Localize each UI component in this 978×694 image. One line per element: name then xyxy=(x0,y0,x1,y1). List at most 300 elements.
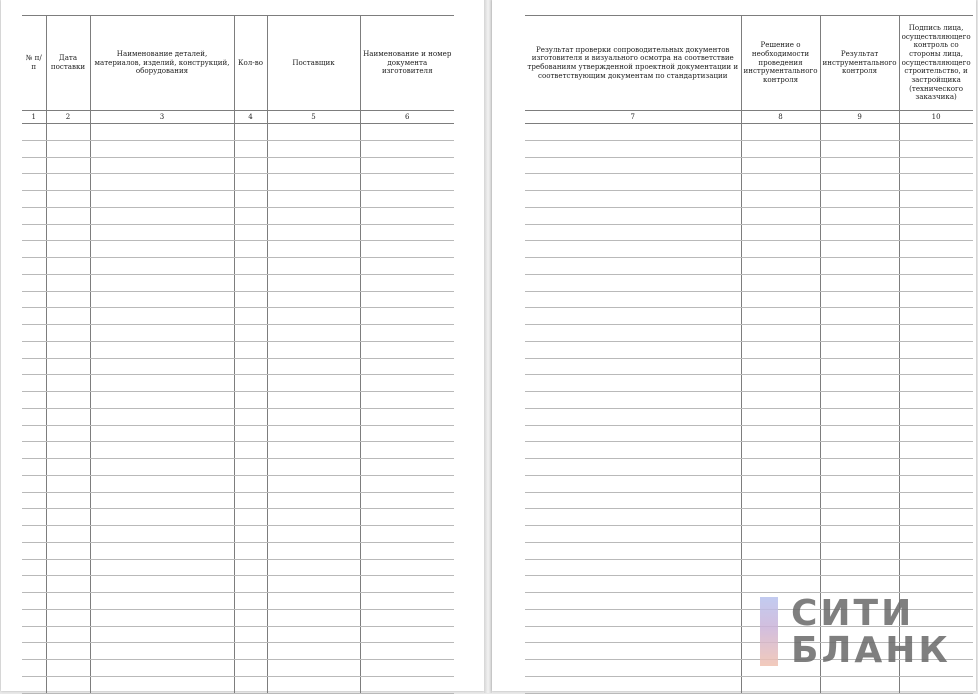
table-cell xyxy=(234,559,267,576)
table-cell xyxy=(90,526,234,543)
table-cell xyxy=(22,475,46,492)
table-row xyxy=(525,258,973,275)
table-row xyxy=(525,492,973,509)
col-header-supplier: Поставщик xyxy=(267,16,360,111)
table-cell xyxy=(525,325,741,342)
table-cell xyxy=(360,224,454,241)
table-cell xyxy=(90,559,234,576)
table-cell xyxy=(899,542,973,559)
table-cell xyxy=(741,576,820,593)
table-row xyxy=(22,191,454,208)
table-cell xyxy=(360,325,454,342)
table-cell xyxy=(741,224,820,241)
table-cell xyxy=(22,274,46,291)
table-row xyxy=(22,626,454,643)
table-cell xyxy=(741,475,820,492)
table-cell xyxy=(22,124,46,141)
table-row xyxy=(525,676,973,693)
table-cell xyxy=(46,459,90,476)
table-cell xyxy=(820,442,899,459)
table-cell xyxy=(267,509,360,526)
table-cell xyxy=(899,459,973,476)
col-header-instrumental-decision: Решение о необходимости проведения инструментального контроля xyxy=(741,16,820,111)
table-cell xyxy=(267,375,360,392)
table-cell xyxy=(90,124,234,141)
col-header-inspection-result: Результат проверки сопроводительных документов изготовителя и визуального осмотра на соответствие требованиям утвержденной проектной документации и соответствующим документам по стандартизации xyxy=(525,16,741,111)
table-cell xyxy=(360,258,454,275)
table-cell xyxy=(90,341,234,358)
col-header-instrumental-result: Результат инструментального контроля xyxy=(820,16,899,111)
table-cell xyxy=(267,442,360,459)
table-cell xyxy=(820,542,899,559)
table-row xyxy=(525,174,973,191)
table-cell xyxy=(899,174,973,191)
table-cell xyxy=(234,258,267,275)
col-header-signature: Подпись лица, осуществляющего контроль со стороны лица, осуществляющего строительство, и застройщика (технического заказчика) xyxy=(899,16,973,111)
table-cell xyxy=(360,408,454,425)
table-cell xyxy=(820,157,899,174)
table-cell xyxy=(46,609,90,626)
table-cell xyxy=(741,191,820,208)
col-number-label: 10 xyxy=(899,111,973,124)
table-cell xyxy=(46,157,90,174)
table-cell xyxy=(741,207,820,224)
table-cell xyxy=(234,191,267,208)
table-cell xyxy=(46,140,90,157)
table-cell xyxy=(46,408,90,425)
table-cell xyxy=(90,140,234,157)
table-cell xyxy=(820,425,899,442)
table-cell xyxy=(820,475,899,492)
table-cell xyxy=(741,274,820,291)
table-cell xyxy=(267,291,360,308)
table-cell xyxy=(22,341,46,358)
table-cell xyxy=(899,274,973,291)
table-cell xyxy=(267,392,360,409)
table-cell xyxy=(820,241,899,258)
table-cell xyxy=(360,475,454,492)
table-cell xyxy=(267,492,360,509)
table-cell xyxy=(46,593,90,610)
table-cell xyxy=(90,475,234,492)
table-cell xyxy=(525,358,741,375)
table-cell xyxy=(899,425,973,442)
table-row xyxy=(525,191,973,208)
table-cell xyxy=(234,492,267,509)
table-row xyxy=(22,325,454,342)
table-row xyxy=(22,157,454,174)
table-cell xyxy=(741,509,820,526)
table-cell xyxy=(820,559,899,576)
table-row xyxy=(22,492,454,509)
table-cell xyxy=(741,408,820,425)
col-number-label: 1 xyxy=(22,111,46,124)
table-cell xyxy=(22,425,46,442)
table-cell xyxy=(525,442,741,459)
table-cell xyxy=(267,643,360,660)
table-cell xyxy=(360,425,454,442)
table-cell xyxy=(90,375,234,392)
table-cell xyxy=(525,609,741,626)
table-cell xyxy=(741,392,820,409)
table-cell xyxy=(234,593,267,610)
table-cell xyxy=(899,559,973,576)
table-row xyxy=(22,358,454,375)
table-cell xyxy=(234,509,267,526)
col-header-delivery-date: Дата поставки xyxy=(46,16,90,111)
table-row xyxy=(525,425,973,442)
table-row xyxy=(22,459,454,476)
table-cell xyxy=(525,157,741,174)
table-cell xyxy=(46,626,90,643)
table-cell xyxy=(267,576,360,593)
table-cell xyxy=(267,676,360,693)
table-cell xyxy=(741,526,820,543)
col-header-manufacturer-document: Наименование и номер документа изготовителя xyxy=(360,16,454,111)
table-cell xyxy=(820,207,899,224)
table-cell xyxy=(46,174,90,191)
table-cell xyxy=(234,241,267,258)
table-cell xyxy=(525,475,741,492)
table-cell xyxy=(234,224,267,241)
table-cell xyxy=(46,224,90,241)
table-row xyxy=(22,660,454,677)
table-cell xyxy=(741,559,820,576)
table-cell xyxy=(22,325,46,342)
table-cell xyxy=(22,174,46,191)
table-row xyxy=(525,157,973,174)
table-cell xyxy=(360,308,454,325)
table-cell xyxy=(234,542,267,559)
table-cell xyxy=(741,492,820,509)
table-cell xyxy=(90,643,234,660)
col-header-number: № п/п xyxy=(22,16,46,111)
table-cell xyxy=(360,174,454,191)
table-cell xyxy=(741,341,820,358)
table-cell xyxy=(90,542,234,559)
table-cell xyxy=(741,124,820,141)
table-cell xyxy=(46,475,90,492)
table-cell xyxy=(46,392,90,409)
left-journal-table xyxy=(22,15,454,694)
table-cell xyxy=(267,408,360,425)
table-cell xyxy=(267,593,360,610)
table-row xyxy=(22,274,454,291)
table-cell xyxy=(234,325,267,342)
table-cell xyxy=(46,442,90,459)
table-cell xyxy=(525,509,741,526)
table-cell xyxy=(267,207,360,224)
table-cell xyxy=(820,576,899,593)
table-cell xyxy=(741,258,820,275)
table-cell xyxy=(234,475,267,492)
table-cell xyxy=(899,124,973,141)
table-cell xyxy=(525,559,741,576)
table-cell xyxy=(90,308,234,325)
table-cell xyxy=(525,341,741,358)
table-row xyxy=(525,291,973,308)
table-cell xyxy=(820,274,899,291)
right-journal-table xyxy=(525,15,973,694)
table-cell xyxy=(267,341,360,358)
table-cell xyxy=(525,308,741,325)
table-cell xyxy=(234,576,267,593)
table-cell xyxy=(267,140,360,157)
table-cell xyxy=(899,241,973,258)
table-cell xyxy=(90,425,234,442)
table-cell xyxy=(525,626,741,643)
table-cell xyxy=(267,660,360,677)
table-row xyxy=(22,375,454,392)
table-row xyxy=(22,576,454,593)
table-row xyxy=(22,392,454,409)
table-cell xyxy=(234,358,267,375)
table-row xyxy=(525,341,973,358)
table-cell xyxy=(267,626,360,643)
table-cell xyxy=(46,660,90,677)
table-cell xyxy=(90,191,234,208)
table-row xyxy=(525,392,973,409)
table-cell xyxy=(234,660,267,677)
table-cell xyxy=(820,191,899,208)
table-cell xyxy=(22,291,46,308)
table-cell xyxy=(741,375,820,392)
table-cell xyxy=(741,676,820,693)
table-cell xyxy=(899,325,973,342)
table-row xyxy=(525,442,973,459)
table-cell xyxy=(360,643,454,660)
table-cell xyxy=(22,626,46,643)
table-cell xyxy=(46,274,90,291)
table-cell xyxy=(360,442,454,459)
table-cell xyxy=(360,207,454,224)
table-cell xyxy=(267,425,360,442)
table-cell xyxy=(234,157,267,174)
table-cell xyxy=(360,191,454,208)
table-row xyxy=(22,291,454,308)
table-cell xyxy=(360,459,454,476)
table-cell xyxy=(820,509,899,526)
table-cell xyxy=(22,509,46,526)
table-cell xyxy=(90,660,234,677)
table-cell xyxy=(820,341,899,358)
table-cell xyxy=(22,191,46,208)
table-cell xyxy=(234,643,267,660)
table-cell xyxy=(820,676,899,693)
table-cell xyxy=(899,392,973,409)
table-cell xyxy=(46,425,90,442)
table-row xyxy=(525,408,973,425)
table-cell xyxy=(234,174,267,191)
table-cell xyxy=(234,341,267,358)
table-cell xyxy=(90,459,234,476)
table-row xyxy=(22,676,454,693)
table-cell xyxy=(360,291,454,308)
col-number-label: 2 xyxy=(46,111,90,124)
table-cell xyxy=(46,509,90,526)
table-cell xyxy=(525,425,741,442)
table-cell xyxy=(234,140,267,157)
table-row xyxy=(22,643,454,660)
table-cell xyxy=(820,526,899,543)
table-cell xyxy=(899,308,973,325)
table-cell xyxy=(525,258,741,275)
table-cell xyxy=(267,526,360,543)
table-cell xyxy=(820,258,899,275)
table-cell xyxy=(22,140,46,157)
table-cell xyxy=(22,459,46,476)
table-cell xyxy=(22,241,46,258)
book-spine xyxy=(484,0,492,693)
table-cell xyxy=(820,224,899,241)
table-cell xyxy=(525,593,741,610)
table-cell xyxy=(234,392,267,409)
table-cell xyxy=(360,241,454,258)
table-cell xyxy=(46,358,90,375)
table-cell xyxy=(525,207,741,224)
table-cell xyxy=(525,660,741,677)
table-cell xyxy=(899,375,973,392)
table-cell xyxy=(90,509,234,526)
table-row xyxy=(22,408,454,425)
table-row xyxy=(22,526,454,543)
table-cell xyxy=(741,442,820,459)
table-row xyxy=(525,475,973,492)
table-cell xyxy=(46,643,90,660)
table-cell xyxy=(741,425,820,442)
table-cell xyxy=(267,459,360,476)
table-cell xyxy=(360,609,454,626)
table-cell xyxy=(46,542,90,559)
table-cell xyxy=(360,676,454,693)
table-cell xyxy=(46,241,90,258)
table-cell xyxy=(525,492,741,509)
table-cell xyxy=(22,559,46,576)
table-cell xyxy=(360,559,454,576)
table-cell xyxy=(525,526,741,543)
table-cell xyxy=(525,224,741,241)
table-cell xyxy=(899,140,973,157)
table-row xyxy=(22,341,454,358)
table-cell xyxy=(267,542,360,559)
table-cell xyxy=(90,442,234,459)
table-cell xyxy=(899,207,973,224)
table-cell xyxy=(267,475,360,492)
col-number-label: 3 xyxy=(90,111,234,124)
table-cell xyxy=(267,124,360,141)
table-cell xyxy=(46,325,90,342)
table-cell xyxy=(899,576,973,593)
table-cell xyxy=(267,274,360,291)
table-cell xyxy=(267,358,360,375)
table-cell xyxy=(46,291,90,308)
table-cell xyxy=(234,291,267,308)
watermark-line-1: СИТИ xyxy=(791,593,915,634)
table-cell xyxy=(234,526,267,543)
table-cell xyxy=(90,258,234,275)
table-cell xyxy=(525,676,741,693)
table-row xyxy=(22,425,454,442)
table-cell xyxy=(899,442,973,459)
table-row xyxy=(22,593,454,610)
table-row xyxy=(22,308,454,325)
table-cell xyxy=(741,308,820,325)
table-cell xyxy=(820,358,899,375)
table-cell xyxy=(360,526,454,543)
table-cell xyxy=(899,341,973,358)
table-cell xyxy=(234,375,267,392)
table-row xyxy=(525,358,973,375)
table-cell xyxy=(22,609,46,626)
col-number-label: 7 xyxy=(525,111,741,124)
table-cell xyxy=(820,325,899,342)
table-cell xyxy=(360,157,454,174)
table-cell xyxy=(90,492,234,509)
col-number-label: 5 xyxy=(267,111,360,124)
table-cell xyxy=(360,140,454,157)
watermark-line-2: БЛАНК xyxy=(791,630,951,671)
table-cell xyxy=(22,207,46,224)
table-cell xyxy=(22,258,46,275)
table-cell xyxy=(46,191,90,208)
table-cell xyxy=(899,191,973,208)
table-cell xyxy=(234,124,267,141)
table-row xyxy=(22,207,454,224)
table-cell xyxy=(360,341,454,358)
table-cell xyxy=(90,325,234,342)
table-cell xyxy=(22,660,46,677)
table-cell xyxy=(90,408,234,425)
col-header-quantity: Кол-во xyxy=(234,16,267,111)
table-cell xyxy=(899,291,973,308)
table-cell xyxy=(46,375,90,392)
table-cell xyxy=(899,157,973,174)
table-row xyxy=(22,442,454,459)
table-cell xyxy=(22,593,46,610)
table-cell xyxy=(360,509,454,526)
table-row xyxy=(22,509,454,526)
table-row xyxy=(525,124,973,141)
table-cell xyxy=(360,660,454,677)
table-cell xyxy=(234,207,267,224)
table-row xyxy=(525,241,973,258)
table-cell xyxy=(22,224,46,241)
col-number-label: 4 xyxy=(234,111,267,124)
table-cell xyxy=(360,542,454,559)
table-cell xyxy=(46,576,90,593)
table-cell xyxy=(525,291,741,308)
table-cell xyxy=(46,258,90,275)
table-cell xyxy=(90,274,234,291)
table-cell xyxy=(22,392,46,409)
table-cell xyxy=(46,676,90,693)
watermark-color-bar xyxy=(760,597,778,666)
table-cell xyxy=(820,408,899,425)
table-row xyxy=(22,475,454,492)
table-cell xyxy=(46,341,90,358)
table-row xyxy=(22,241,454,258)
table-row xyxy=(22,224,454,241)
table-cell xyxy=(741,291,820,308)
table-row xyxy=(525,576,973,593)
table-cell xyxy=(741,140,820,157)
table-cell xyxy=(360,274,454,291)
table-cell xyxy=(360,492,454,509)
table-cell xyxy=(741,157,820,174)
table-cell xyxy=(234,274,267,291)
table-cell xyxy=(22,157,46,174)
table-cell xyxy=(267,609,360,626)
